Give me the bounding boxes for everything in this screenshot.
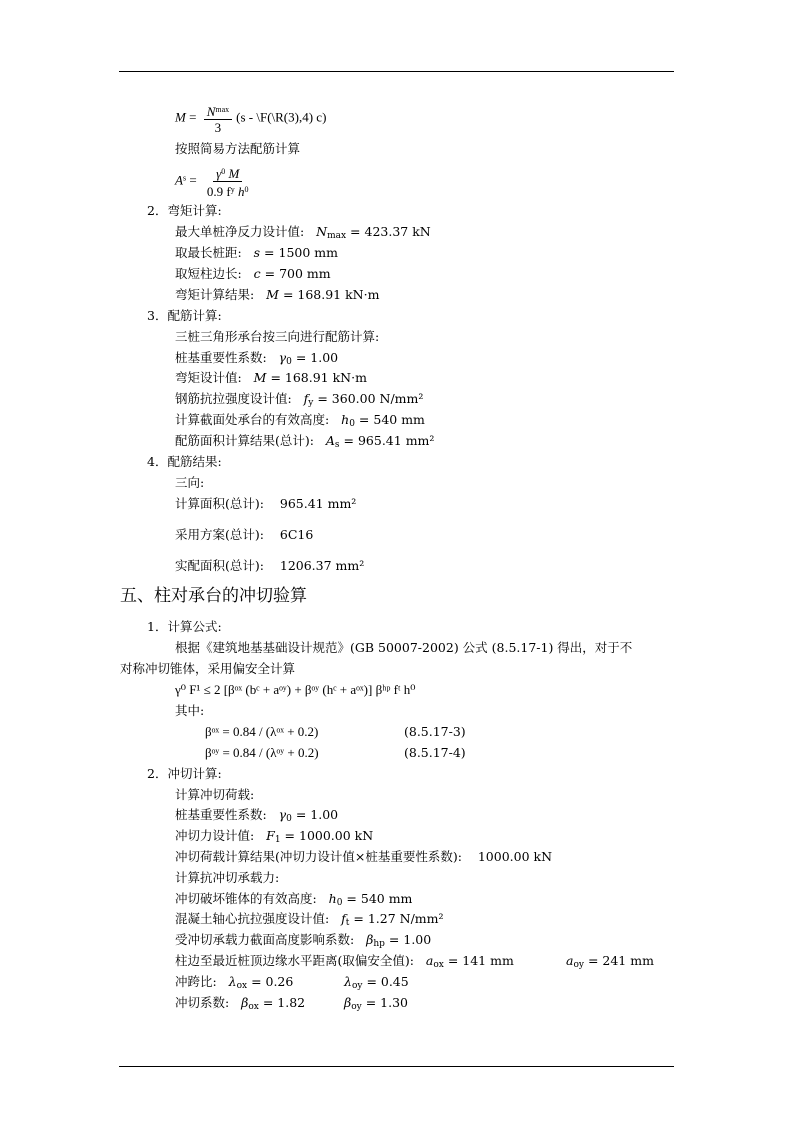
- sec3-line2: 弯矩设计值: M = 168.91 kN·m: [175, 370, 367, 385]
- p2-line7-oy: $a_{oy} = 241$ mm: [566, 953, 654, 970]
- sec4-title: 4．配筋结果:: [147, 454, 222, 469]
- p2-title: 2．冲切计算:: [147, 766, 222, 781]
- header-rule: [119, 71, 674, 72]
- p2-line5: 混凝土轴心抗拉强度设计值: $f_t = 1.27$ N/mm²: [175, 911, 444, 928]
- p2-line6: 受冲切承载力截面高度影响系数: $\beta_{hp} = 1.00$: [175, 932, 432, 949]
- sec4-direction: 三向:: [175, 475, 205, 490]
- p2-load-title: 计算冲切荷载:: [175, 787, 255, 802]
- p1-formula-ox-ref: (8.5.17-3): [404, 724, 466, 739]
- p2-line4: 冲切破坏锥体的有效高度: $h_0 = 540$ mm: [175, 891, 413, 908]
- sec3-line3: 钢筋抗拉强度设计值: $f_y = 360.00$ N/mm²: [175, 391, 424, 408]
- sec4-line1: 计算面积(总计): 965.41 mm²: [175, 496, 357, 511]
- sec2-line4: 弯矩计算结果: M = 168.91 kN·m: [175, 287, 380, 302]
- p2-line2: 冲切力设计值: $F_1 = 1000.00$ kN: [175, 828, 374, 845]
- p1-where: 其中:: [175, 703, 205, 718]
- sec2-line2: 取最长桩距: s = 1500 mm: [175, 245, 338, 260]
- sec4-line3: 实配面积(总计): 1206.37 mm²: [175, 558, 365, 573]
- sec3-line1: 桩基重要性系数: $\gamma_0 = 1.00$: [175, 350, 339, 367]
- p1-formula-oy-ref: (8.5.17-4): [404, 745, 466, 760]
- p2-line9-oy: $\beta_{oy} = 1.30$: [344, 995, 409, 1012]
- p2-line3: 冲切荷载计算结果(冲切力设计值×桩基重要性系数): 1000.00 kN: [175, 849, 553, 864]
- p1-formula: γ⁰ F¹ ≤ 2 [βᵒˣ (bᶜ + aᵒʸ) + βᵒʸ (hᶜ + aᵒˣ)] βʰᵖ fᵗ h⁰: [175, 682, 416, 697]
- simple-method-text: 按照简易方法配筋计算: [175, 141, 301, 156]
- sec3-title: 3．配筋计算:: [147, 308, 222, 323]
- p1-title: 1．计算公式:: [147, 619, 222, 634]
- sec3-line4: 计算截面处承台的有效高度: $h_0 = 540$ mm: [175, 412, 425, 429]
- p1-formula-oy: βᵒʸ = 0.84 / (λᵒʸ + 0.2): [205, 745, 319, 760]
- sec2-line1: 最大单桩净反力设计值: $N_{max} = 423.37$ kN: [175, 224, 431, 241]
- p2-capacity-title: 计算抗冲切承载力:: [175, 870, 280, 885]
- p1-text1: 根据《建筑地基基础设计规范》(GB 50007-2002) 公式 (8.5.17-1) 得出，对于不: [175, 640, 633, 655]
- p2-line8: 冲跨比: $\lambda_{ox} = 0.26$: [175, 974, 294, 991]
- footer-rule: [119, 1066, 674, 1067]
- formula-steel-area: $A^s$ = $\frac{\gamma^0 M}{0.9 f^y h^0}$: [175, 166, 249, 199]
- sec2-title: 2．弯矩计算:: [147, 203, 222, 218]
- p2-line7: 柱边至最近桩顶边缘水平距离(取偏安全值): $a_{ox} = 141$ mm: [175, 953, 514, 970]
- p1-text2: 对称冲切锥体，采用偏安全计算: [120, 661, 296, 676]
- sec4-line2: 采用方案(总计): 6C16: [175, 527, 314, 542]
- p2-line9: 冲切系数: $\beta_{ox} = 1.82$: [175, 995, 306, 1012]
- sec3-line5: 配筋面积计算结果(总计): $A_s = 965.41$ mm²: [175, 433, 435, 450]
- sec3-intro: 三桩三角形承台按三向进行配筋计算:: [175, 329, 380, 344]
- sec2-line3: 取短柱边长: c = 700 mm: [175, 266, 331, 281]
- p2-line1: 桩基重要性系数: $\gamma_0 = 1.00$: [175, 807, 339, 824]
- formula-moment: M = $\frac{N^{max}}{3}$ (s - \F(\R(3),4) c): [175, 104, 327, 135]
- p2-line8-oy: $\lambda_{oy} = 0.45$: [344, 974, 409, 991]
- section-heading-5: 五、柱对承台的冲切验算: [120, 586, 307, 606]
- p1-formula-ox: βᵒˣ = 0.84 / (λᵒˣ + 0.2): [205, 724, 319, 739]
